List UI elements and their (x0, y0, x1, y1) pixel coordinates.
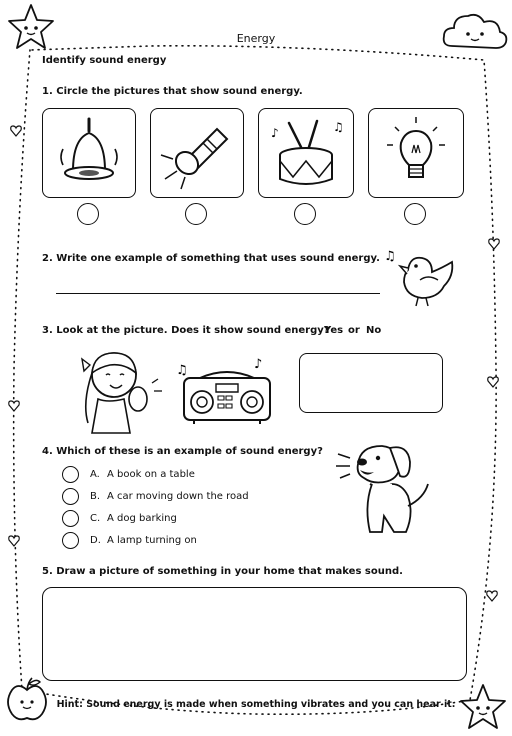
answer-line[interactable] (56, 293, 380, 294)
answer-circle-flashlight[interactable] (185, 203, 207, 225)
q3-prompt: 3. Look at the picture. Does it show sound energy? (42, 325, 330, 336)
radio-icon (172, 352, 282, 432)
svg-text:♫: ♫ (176, 363, 188, 378)
q4-prompt: 4. Which of these is an example of sound energy? (42, 446, 323, 457)
girl-clapping-icon (68, 343, 168, 435)
option-circle-c[interactable] (62, 510, 79, 527)
hint-text: Hint: Sound energy is made when something vibrates and you can hear it. (56, 699, 456, 710)
bell-icon (43, 109, 135, 197)
answer-circle-lightbulb[interactable] (404, 203, 426, 225)
drawing-box[interactable] (42, 587, 467, 681)
heart-icon (8, 535, 20, 547)
drum-icon (259, 109, 353, 197)
q1-prompt: 1. Circle the pictures that show sound energy. (42, 86, 303, 97)
option-a-text[interactable]: A book on a table (107, 469, 195, 480)
option-d-text[interactable]: A lamp turning on (107, 535, 197, 546)
option-a-letter: A. (90, 469, 100, 480)
or-label: or (348, 325, 360, 336)
option-b-letter: B. (90, 491, 101, 502)
answer-circle-drum[interactable] (294, 203, 316, 225)
picture-box-lightbulb[interactable] (368, 108, 464, 198)
option-c-text[interactable]: A dog barking (107, 513, 177, 524)
picture-box-flashlight[interactable] (150, 108, 244, 198)
heart-icon (486, 590, 498, 602)
heart-icon (488, 238, 500, 250)
option-b-text[interactable]: A car moving down the road (107, 491, 249, 502)
svg-text:♪: ♪ (271, 126, 279, 140)
answer-circle-bell[interactable] (77, 203, 99, 225)
heart-icon (487, 376, 499, 388)
q2-prompt: 2. Write one example of something that uses sound energy. (42, 253, 380, 264)
lightbulb-icon (369, 109, 463, 197)
option-circle-a[interactable] (62, 466, 79, 483)
answer-box-q3[interactable] (299, 353, 443, 413)
no-option[interactable]: No (366, 325, 382, 336)
option-d-letter: D. (90, 535, 101, 546)
dog-barking-icon (334, 440, 444, 540)
picture-box-bell[interactable] (42, 108, 136, 198)
heart-icon (10, 125, 22, 137)
bird-icon (380, 242, 460, 312)
option-circle-d[interactable] (62, 532, 79, 549)
option-circle-b[interactable] (62, 488, 79, 505)
yes-option[interactable]: Yes (324, 325, 344, 336)
option-c-letter: C. (90, 513, 101, 524)
q5-prompt: 5. Draw a picture of something in your home that makes sound. (42, 566, 403, 577)
heart-icon (8, 400, 20, 412)
svg-text:♫: ♫ (384, 249, 396, 264)
picture-box-drum[interactable] (258, 108, 354, 198)
section-heading: Identify sound energy (42, 55, 167, 66)
cloud-icon (440, 8, 510, 54)
flashlight-icon (151, 109, 243, 197)
page-title: Energy (236, 32, 276, 45)
svg-text:♫: ♫ (333, 120, 344, 134)
svg-text:♪: ♪ (254, 357, 263, 372)
